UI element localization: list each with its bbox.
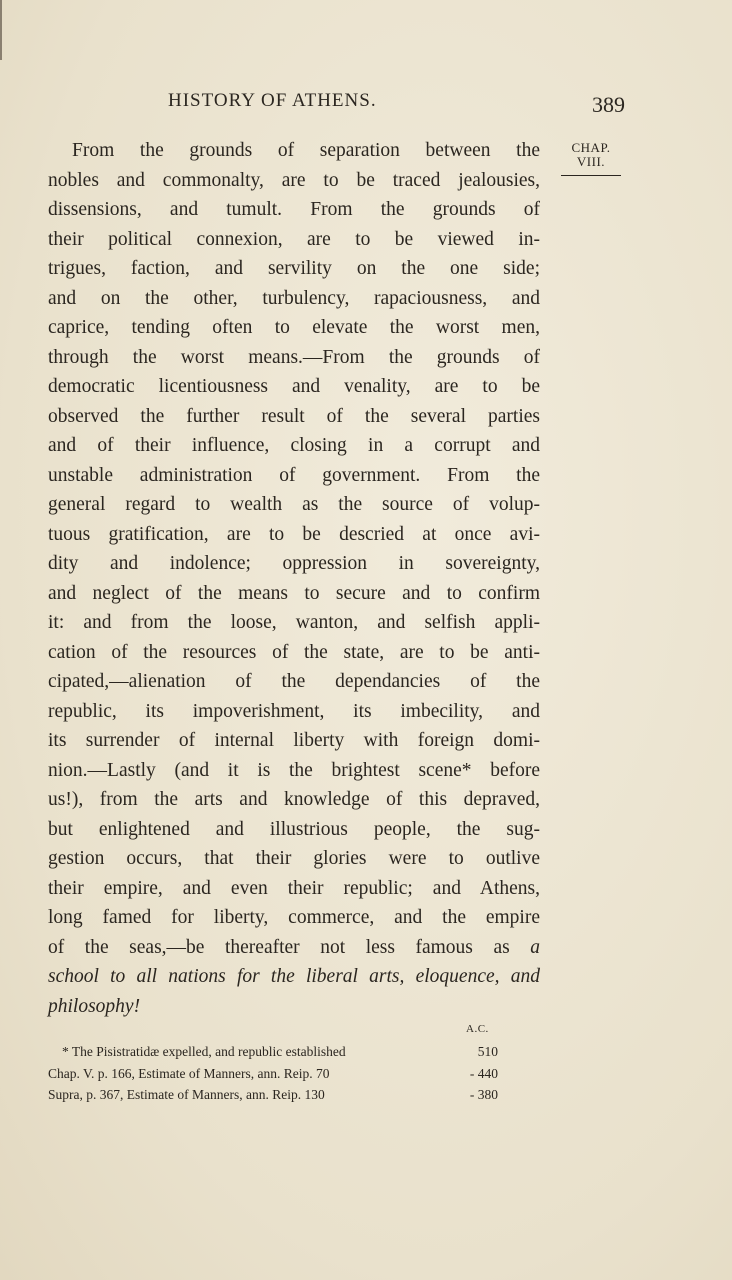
running-title: HISTORY OF ATHENS. <box>168 90 377 111</box>
body-line: it: and from the loose, wanton, and selfish appli- <box>48 612 540 633</box>
body-line: general regard to wealth as the source of volup- <box>48 494 540 515</box>
body-text <box>48 136 540 1021</box>
footnote-year: - 440 <box>469 1065 498 1081</box>
body-line-italic: school to all nations for the liberal arts, eloquence, and <box>48 966 540 987</box>
footnotes <box>48 1041 498 1106</box>
footnote-year: 510 <box>477 1044 498 1059</box>
chapter-label: CHAP. <box>571 140 611 155</box>
body-line: long famed for liberty, commerce, and the empire <box>48 907 540 928</box>
footnote-text: Chap. V. p. 166, Estimate of Manners, ann. Reip. 70 <box>48 1065 330 1081</box>
chapter-number: VIII. <box>576 154 606 169</box>
body-line: and neglect of the means to secure and to confirm <box>48 582 540 604</box>
body-line: cipated,—alienation of the dependancies of the <box>48 671 540 692</box>
footnote-text: * The Pisistratidæ expelled, and republic established <box>62 1044 346 1059</box>
body-line-text: of the seas,—be thereafter not less famous as <box>48 936 510 958</box>
body-line: republic, its impoverishment, its imbecility, and <box>48 700 540 722</box>
footnote-column-header: A.C. <box>466 1023 489 1035</box>
body-line: their political connexion, are to be viewed in- <box>48 228 540 250</box>
body-line: gestion occurs, that their glories were to outlive <box>48 848 540 869</box>
body-line: dity and indolence; oppression in sovereignty, <box>48 553 540 574</box>
body-line: us!), from the arts and knowledge of this depraved, <box>48 789 540 810</box>
binding-edge <box>0 0 2 60</box>
footnote-line <box>48 1041 498 1063</box>
page-number: 389 <box>592 92 625 117</box>
body-line: democratic licentiousness and venality, are to be <box>48 376 540 397</box>
body-line: through the worst means.—From the grounds of <box>48 346 540 368</box>
body-line: and of their influence, closing in a corrupt and <box>48 435 540 456</box>
body-line: their empire, and even their republic; and Athens, <box>48 877 540 899</box>
footnote-year: - 380 <box>469 1087 498 1102</box>
body-line-italic-start: a <box>530 936 541 958</box>
body-line: and on the other, turbulency, rapaciousness, and <box>48 287 540 309</box>
body-line: unstable administration of government. From the <box>48 464 540 486</box>
footnote-text: Supra, p. 367, Estimate of Manners, ann. Reip. 130 <box>48 1087 325 1102</box>
chapter-margin-note <box>556 141 626 176</box>
body-line: nobles and commonalty, are to be traced jealousies, <box>48 169 540 191</box>
body-line: nion.—Lastly (and it is the brightest scene* before <box>48 759 540 781</box>
body-line-italic: philosophy! <box>48 995 141 1017</box>
body-line: dissensions, and tumult. From the grounds of <box>48 199 540 220</box>
body-line: but enlightened and illustrious people, the sug- <box>48 818 540 840</box>
body-line: caprice, tending often to elevate the worst men, <box>48 317 540 338</box>
body-line: From the grounds of separation between the <box>72 140 540 161</box>
body-line: trigues, faction, and servility on the one side; <box>48 258 540 279</box>
body-line: tuous gratification, are to be descried at once avi- <box>48 523 540 545</box>
footnote-line <box>48 1063 498 1085</box>
body-line: observed the further result of the several parties <box>48 405 540 427</box>
body-line: cation of the resources of the state, are to be anti- <box>48 641 540 663</box>
margin-rule <box>561 175 621 176</box>
footnote-line <box>48 1084 498 1106</box>
body-line: its surrender of internal liberty with foreign domi- <box>48 730 540 751</box>
body-line <box>48 933 540 963</box>
